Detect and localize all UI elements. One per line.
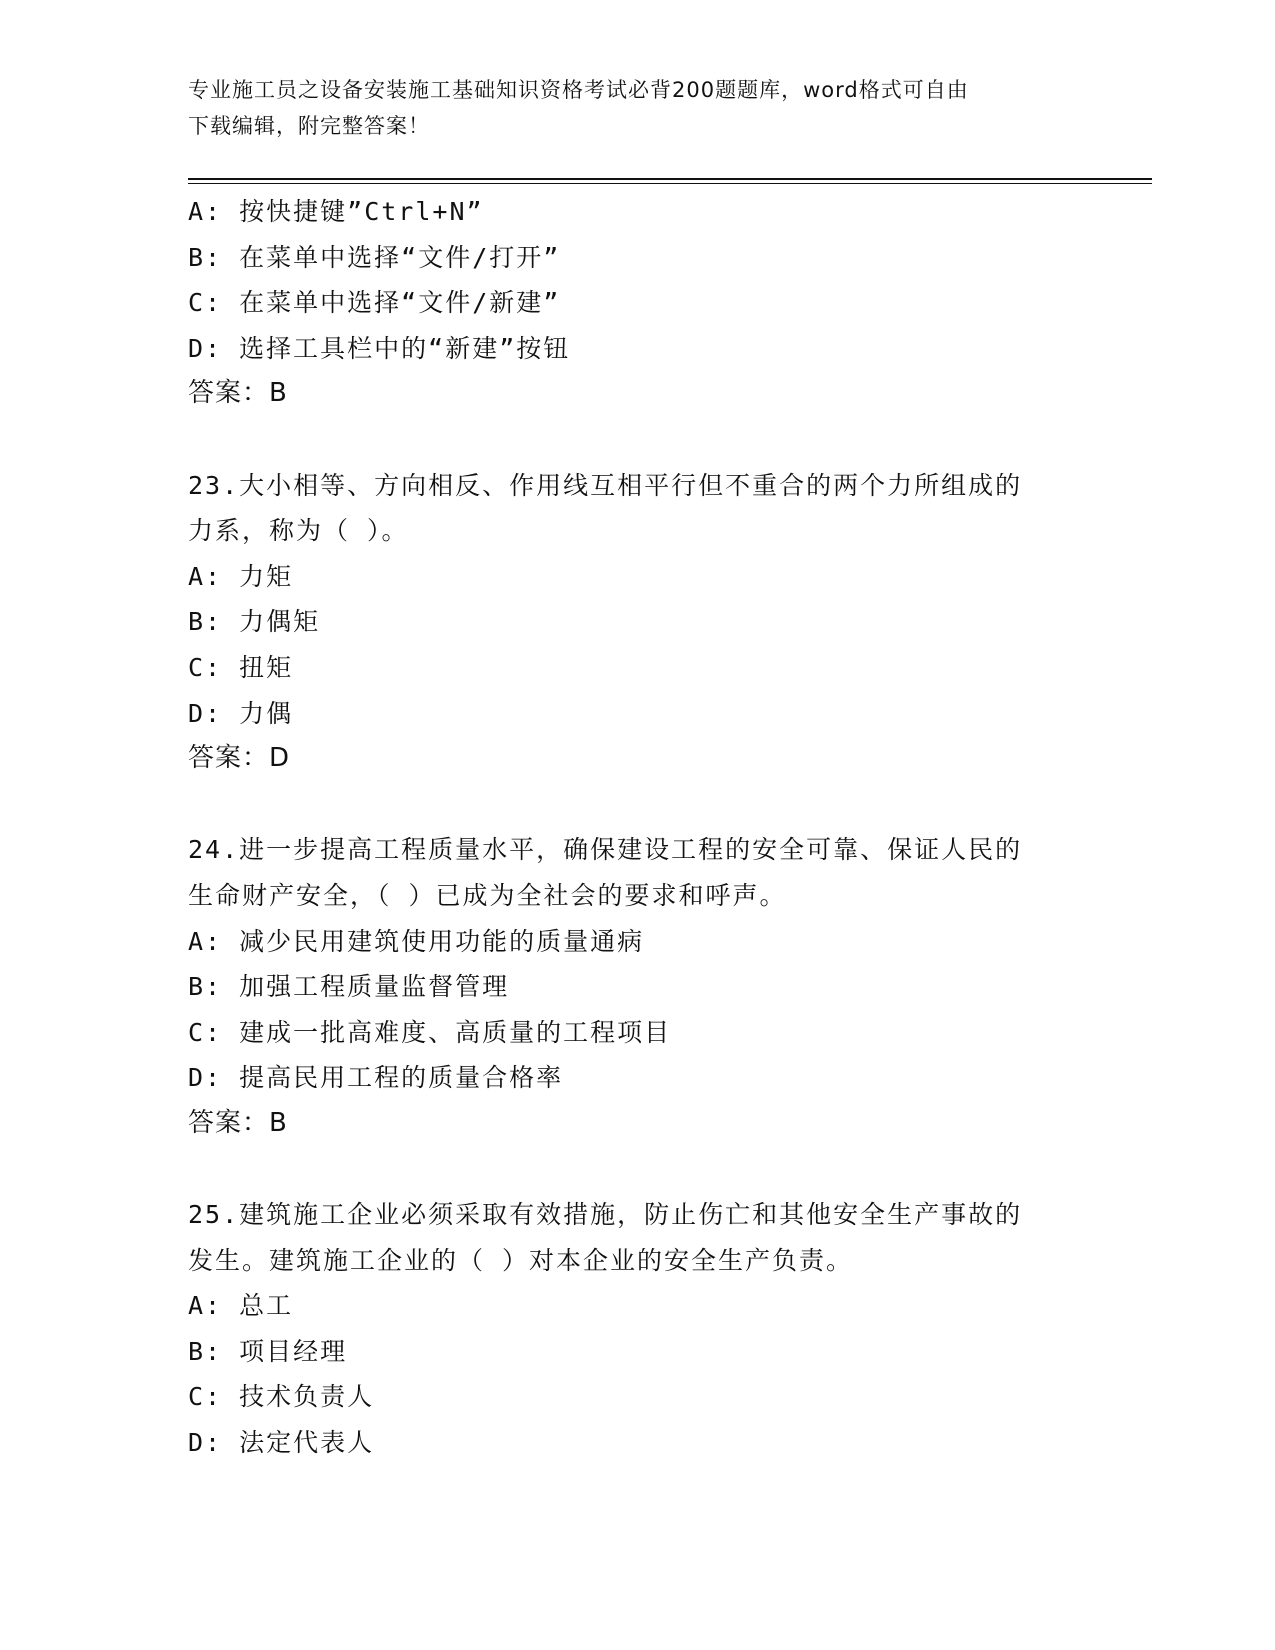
option-d: D: 法定代表人 <box>188 1428 375 1458</box>
header-line-2: 下载编辑，附完整答案！ <box>188 114 430 138</box>
question-23 <box>188 463 1088 782</box>
option-a: A: 总工 <box>188 1291 294 1321</box>
header-divider-thin <box>188 183 1152 184</box>
option-b: B: 项目经理 <box>188 1336 348 1366</box>
option-d: D: 选择工具栏中的“新建”按钮 <box>188 333 571 363</box>
answer: 答案：D <box>188 743 291 774</box>
spacer <box>188 782 1088 828</box>
question-25 <box>188 1192 1088 1466</box>
spacer <box>188 417 1088 463</box>
question-24 <box>188 827 1088 1146</box>
question-list <box>188 189 1088 1466</box>
option-c: C: 技术负责人 <box>188 1382 375 1412</box>
answer: 答案：B <box>188 378 288 409</box>
option-d: D: 力偶 <box>188 698 294 728</box>
header-divider-thick <box>188 178 1152 180</box>
option-b: B: 加强工程质量监督管理 <box>188 972 510 1002</box>
question-stem-line-1: 23.大小相等、方向相反、作用线互相平行但不重合的两个力所组成的 <box>188 470 1023 500</box>
header-line-1: 专业施工员之设备安装施工基础知识资格考试必背200题题库，word格式可自由 <box>188 78 969 102</box>
question-22 <box>188 189 1088 417</box>
option-c: C: 在菜单中选择“文件/新建” <box>188 288 561 318</box>
question-stem-line-1: 24.进一步提高工程质量水平，确保建设工程的安全可靠、保证人民的 <box>188 835 1023 865</box>
option-b: B: 力偶矩 <box>188 607 321 637</box>
document-header <box>188 72 1068 144</box>
option-b: B: 在菜单中选择“文件/打开” <box>188 242 561 272</box>
question-stem-line-2: 发生。建筑施工企业的（ ）对本企业的安全生产负责。 <box>188 1245 854 1275</box>
question-stem-line-1: 25.建筑施工企业必须采取有效措施，防止伤亡和其他安全生产事故的 <box>188 1200 1023 1230</box>
option-c: C: 扭矩 <box>188 652 294 682</box>
option-a: A: 按快捷键”Ctrl+N” <box>188 197 484 226</box>
question-stem-line-2: 力系，称为（ ）。 <box>188 516 409 546</box>
option-d: D: 提高民用工程的质量合格率 <box>188 1063 564 1093</box>
spacer <box>188 1146 1088 1192</box>
option-a: A: 减少民用建筑使用功能的质量通病 <box>188 926 645 956</box>
option-a: A: 力矩 <box>188 561 294 591</box>
question-stem-line-2: 生命财产安全，（ ）已成为全社会的要求和呼声。 <box>188 880 787 910</box>
option-c: C: 建成一批高难度、高质量的工程项目 <box>188 1017 672 1047</box>
answer: 答案：B <box>188 1107 288 1138</box>
